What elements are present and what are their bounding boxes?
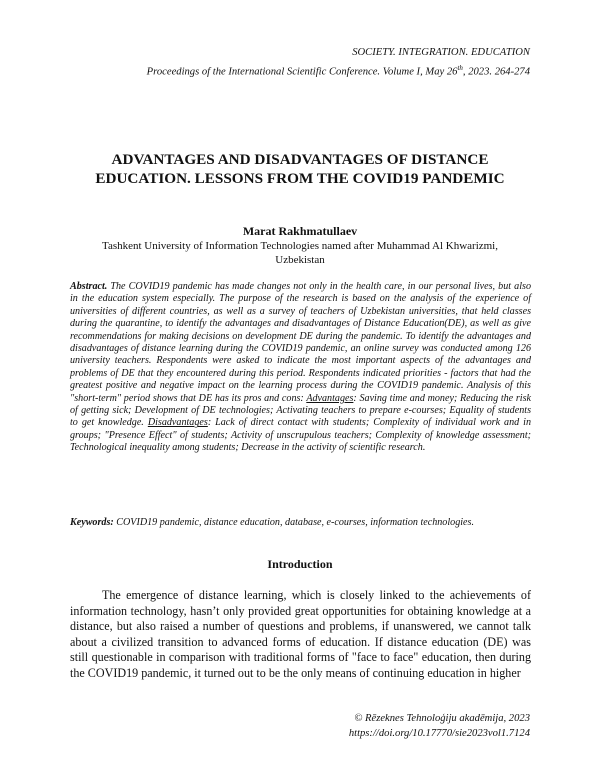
abstract-text-3: : Lack of direct contact with students; Complexity of individual work and in groups; "Presence Effect" of students; Activity of unscrupulous teachers; Complexity of knowledge assessment; Technological inequality among students; Decrease in the activity of scientific research. bbox=[70, 417, 531, 454]
proceedings-suffix: , 2023. 264-274 bbox=[462, 66, 530, 78]
keywords-text: COVID19 pandemic, distance education, database, e-courses, information technologies. bbox=[113, 517, 474, 528]
proceedings-line bbox=[147, 61, 530, 80]
advantages-label: Advantages bbox=[306, 392, 354, 404]
keywords-label: Keywords: bbox=[70, 517, 114, 528]
keywords bbox=[70, 517, 531, 529]
paper-title: ADVANTAGES AND DISADVANTAGES OF DISTANCE EDUCATION. LESSONS FROM THE COVID19 PANDEMIC bbox=[95, 151, 505, 187]
footer-copyright: © Rēzeknes Tehnoloģiju akadēmija, 2023 bbox=[354, 713, 530, 724]
introduction-heading: Introduction bbox=[267, 557, 333, 571]
author-name: Marat Rakhmatullaev bbox=[242, 224, 358, 238]
proceedings-sup: th bbox=[457, 64, 463, 72]
author-affiliation: Tashkent University of Information Technologies named after Muhammad Al Khwarizmi, Uzbekistan bbox=[102, 240, 498, 266]
abstract-text-1: The COVID19 pandemic has made changes not only in the health care, in our personal lives, but also in the education system especially. The purpose of the research is based on the analysis of the experience of universities of different countries, as well as a survey of teachers of Uzbekistan universities, that held classes during the quarantine, to identify the advantages and disadvantages of Distance Education(DE), as well as give recommendations for making decisions on development DE during the pandemic. To identify the advantages and disadvantages of distance learning during the COVID19 pandemic, an online survey was conducted among 126 university teachers. Respondents were asked to indicate the most important aspects of the advantages and problems of DE that they encountered during this period. Respondents indicated priorities - factors that had the greatest positive and negative impact on the learning process during the COVID19 pandemic. Analysis of this "short-term" period shows that DE has its pros and cons: bbox=[70, 281, 531, 404]
journal-name: SOCIETY. INTEGRATION. EDUCATION bbox=[352, 47, 530, 58]
introduction-paragraph: The emergence of distance learning, which is closely linked to the achievements of information technology, hasn’t only provided great opportunities for obtaining knowledge at a distance, but also raised a number of questions and problems, if unanswered, we cannot talk about a civilized transition to advanced forms of education. If distance education (DE) was still questionable in comparison with traditional forms of "face to face" education, then during the COVID19 pandemic, it turned out to be the only means of continuing education in higher bbox=[70, 588, 531, 680]
footer-doi[interactable]: https://doi.org/10.17770/sie2023vol1.7124 bbox=[348, 728, 530, 739]
disadvantages-label: Disadvantages bbox=[147, 417, 208, 429]
abstract-text-2: : Saving time and money; Reducing the risk of getting sick; Development of DE technologies; Activating teachers to prepare e-courses; Equality of students to get knowledge. bbox=[70, 392, 531, 429]
abstract bbox=[70, 281, 531, 455]
proceedings-prefix: Proceedings of the International Scientific Conference. Volume I, May 26 bbox=[146, 66, 458, 78]
abstract-label: Abstract. bbox=[70, 281, 108, 292]
